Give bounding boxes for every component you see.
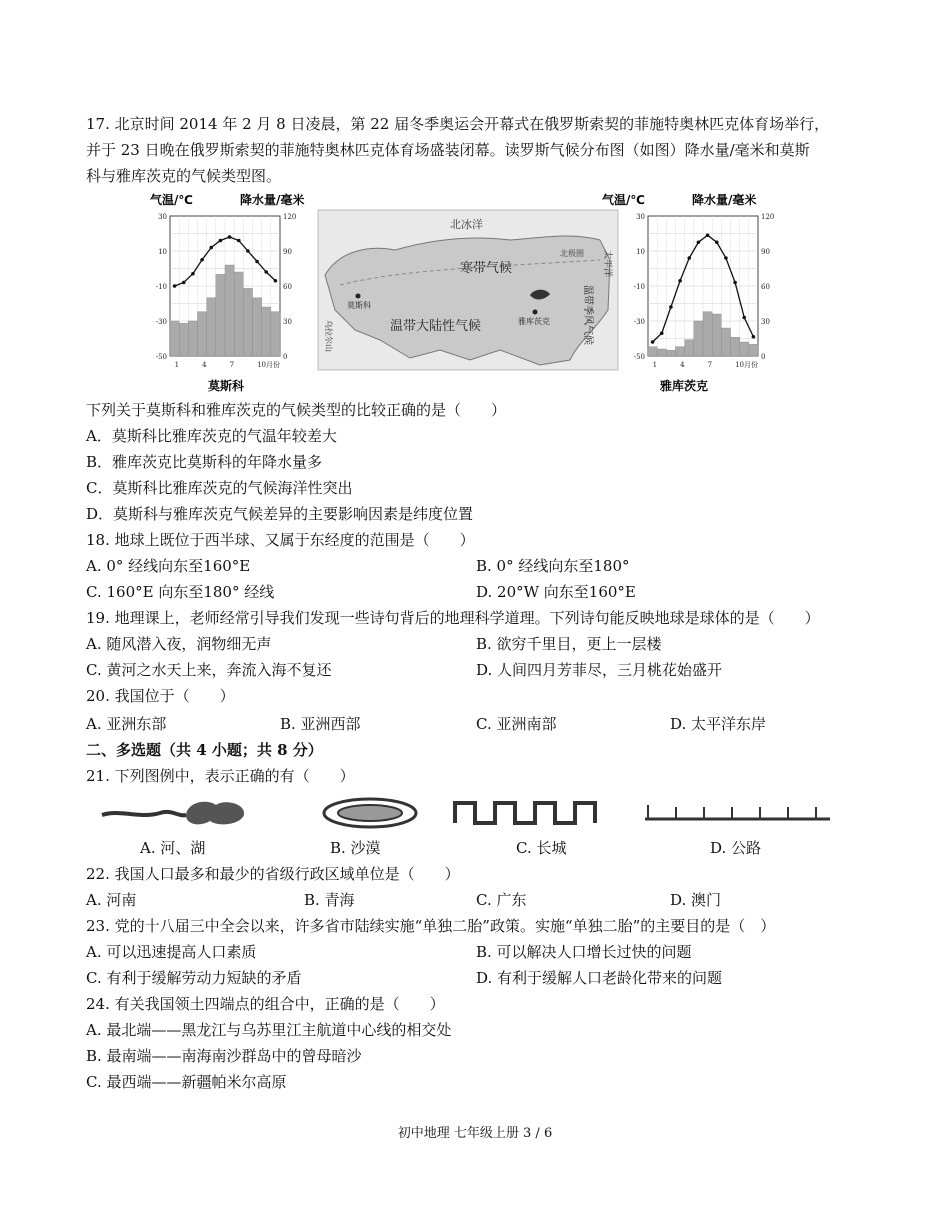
q22-option-a: A. 河南 bbox=[86, 891, 137, 909]
yakutsk-temp-tick: -30 bbox=[633, 318, 645, 326]
q22-option-d: D. 澳门 bbox=[670, 891, 722, 909]
q21-stem: 21. 下列图例中，表示正确的有（ ） bbox=[86, 767, 355, 785]
q23-option-d: D. 有利于缓解人口老龄化带来的问题 bbox=[476, 969, 723, 987]
moscow-climate-chart bbox=[156, 213, 297, 369]
yakutsk-temp-point bbox=[660, 331, 664, 335]
yakutsk-precip-bar bbox=[685, 340, 694, 356]
q19-stem: 19. 地理课上，老师经常引导我们发现一些诗句背后的地理科学道理。下列诗句能反映地球是球体的是（ ） bbox=[86, 609, 820, 627]
yakutsk-precip-bar bbox=[749, 344, 758, 356]
q21-option-c: C. 长城 bbox=[516, 839, 567, 857]
right-precip-label: 降水量/毫米 bbox=[692, 193, 757, 207]
right-temp-label: 气温/℃ bbox=[602, 193, 645, 207]
q19-option-c: C. 黄河之水天上来，奔流入海不复还 bbox=[86, 661, 332, 679]
q20-option-d: D. 太平洋东岸 bbox=[670, 715, 767, 733]
map-label-pacific: 太平洋 bbox=[602, 250, 612, 278]
moscow-month-tick: 4 bbox=[202, 361, 207, 369]
q18-option-a: A. 0° 经线向东至160°E bbox=[86, 557, 251, 575]
yakutsk-precip-bar bbox=[703, 312, 712, 356]
moscow-temp-tick: 30 bbox=[158, 213, 167, 221]
q20-option-c: C. 亚洲南部 bbox=[476, 715, 557, 733]
yakutsk-precip-tick: 120 bbox=[761, 213, 775, 221]
yakutsk-precip-tick: 90 bbox=[761, 248, 770, 256]
yakutsk-month-tick: 1 bbox=[652, 361, 658, 369]
map-label-cold-zone: 寒带气候 bbox=[460, 261, 513, 276]
road-ticks bbox=[648, 805, 816, 819]
q18-option-d: D. 20°W 向东至160°E bbox=[476, 583, 636, 601]
russia-climate-map bbox=[318, 210, 618, 370]
q18-option-b: B. 0° 经线向东至180° bbox=[476, 557, 630, 575]
moscow-month-tick: 10月份 bbox=[257, 361, 281, 369]
moscow-precip-bar bbox=[234, 272, 243, 356]
yakutsk-precip-bar bbox=[712, 314, 721, 356]
yakutsk-temp-point bbox=[697, 240, 701, 244]
q19-option-b: B. 欲穷千里目，更上一层楼 bbox=[476, 635, 662, 653]
q20-option-a: A. 亚洲东部 bbox=[86, 715, 167, 733]
q20-option-b: B. 亚洲西部 bbox=[280, 715, 361, 733]
moscow-temp-point bbox=[200, 258, 204, 262]
moscow-precip-bar bbox=[253, 298, 262, 356]
moscow-temp-point bbox=[237, 239, 241, 243]
legend-symbols-svg bbox=[100, 795, 840, 831]
yakutsk-temp-point bbox=[724, 256, 728, 260]
q20-stem: 20. 我国位于（ ） bbox=[86, 687, 235, 705]
map-label-arctic-circle: 北极圈 bbox=[560, 249, 584, 258]
yakutsk-precip-bar bbox=[731, 337, 740, 356]
moscow-temp-point bbox=[173, 284, 177, 288]
moscow-temp-point bbox=[219, 239, 223, 243]
moscow-temp-tick: -30 bbox=[155, 318, 167, 326]
q18-stem: 18. 地球上既位于西半球、又属于东经度的范围是（ ） bbox=[86, 531, 475, 549]
left-city-label: 莫斯科 bbox=[208, 379, 245, 393]
q17-option-c: C．莫斯科比雅库茨克的气候海洋性突出 bbox=[86, 479, 353, 497]
q17-option-a: A．莫斯科比雅库茨克的气温年较差大 bbox=[86, 427, 337, 445]
moscow-temp-tick: 10 bbox=[158, 248, 167, 256]
great-wall-symbol bbox=[455, 803, 595, 823]
yakutsk-precip-bar bbox=[666, 350, 675, 356]
map-label-moscow: 莫斯科 bbox=[347, 301, 371, 310]
moscow-month-tick: 7 bbox=[229, 361, 235, 369]
map-label-monsoon: 温带季风气候 bbox=[582, 285, 593, 345]
left-temp-label: 气温/℃ bbox=[150, 193, 193, 207]
left-precip-label: 降水量/毫米 bbox=[240, 193, 305, 207]
page-footer: 初中地理 七年级上册 3 / 6 bbox=[397, 1126, 553, 1141]
yakutsk-temp-point bbox=[669, 305, 673, 309]
yakutsk-precip-tick: 30 bbox=[761, 318, 770, 326]
moscow-precip-tick: 0 bbox=[283, 353, 288, 361]
moscow-month-tick: 1 bbox=[174, 361, 180, 369]
q21-option-d: D. 公路 bbox=[710, 839, 762, 857]
yakutsk-precip-bar bbox=[721, 328, 730, 356]
moscow-temp-point bbox=[182, 281, 186, 285]
section-title-multiple-choice: 二、多选题（共 4 小题；共 8 分） bbox=[86, 741, 323, 759]
q21-legend-symbols bbox=[100, 795, 840, 831]
yakutsk-temp-tick: 10 bbox=[636, 248, 645, 256]
q22-option-c: C. 广东 bbox=[476, 891, 527, 909]
q23-option-c: C. 有利于缓解劳动力短缺的矛盾 bbox=[86, 969, 302, 987]
q22-option-b: B. 青海 bbox=[304, 891, 355, 909]
yakutsk-temp-point bbox=[752, 335, 756, 339]
yakutsk-temp-point bbox=[742, 316, 746, 320]
q19-option-d: D. 人间四月芳菲尽，三月桃花始盛开 bbox=[476, 661, 723, 679]
moscow-temp-point bbox=[209, 246, 213, 250]
moscow-precip-bar bbox=[225, 265, 234, 356]
desert-inner bbox=[338, 805, 402, 821]
moscow-precip-bar bbox=[243, 288, 252, 356]
moscow-temp-point bbox=[264, 270, 268, 274]
right-city-label: 雅库茨克 bbox=[660, 379, 709, 393]
q24-option-b: B. 最南端——南海南沙群岛中的曾母暗沙 bbox=[86, 1047, 362, 1065]
yakutsk-precip-bar bbox=[648, 347, 657, 356]
moscow-temp-point bbox=[228, 235, 232, 239]
moscow-temp-point bbox=[191, 272, 195, 276]
q23-option-b: B. 可以解决人口增长过快的问题 bbox=[476, 943, 692, 961]
yakutsk-temp-tick: -50 bbox=[633, 353, 645, 361]
moscow-temp-tick: -50 bbox=[155, 353, 167, 361]
moscow-precip-tick: 60 bbox=[283, 283, 292, 291]
q21-option-b: B. 沙漠 bbox=[330, 839, 381, 857]
yakutsk-temp-point bbox=[651, 340, 655, 344]
moscow-precip-bar bbox=[262, 307, 271, 356]
moscow-temp-point bbox=[255, 260, 259, 264]
q22-stem: 22. 我国人口最多和最少的省级行政区域单位是（ ） bbox=[86, 865, 460, 883]
moscow-precip-bar bbox=[188, 321, 197, 356]
moscow-temp-point bbox=[274, 279, 278, 283]
q23-stem: 23. 党的十八届三中全会以来，许多省市陆续实施“单独二胎”政策。实施“单独二胎”的主要目的是（ ） bbox=[86, 917, 776, 935]
moscow-precip-bar bbox=[198, 312, 207, 356]
moscow-dot bbox=[356, 294, 361, 299]
moscow-precip-bar bbox=[271, 312, 280, 356]
yakutsk-month-tick: 10月份 bbox=[735, 361, 759, 369]
moscow-precip-bar bbox=[207, 298, 216, 356]
q17-stem: 下列关于莫斯科和雅库茨克的气候类型的比较正确的是（ ） bbox=[86, 401, 507, 419]
yakutsk-precip-bar bbox=[676, 347, 685, 356]
map-label-arctic-ocean: 北冰洋 bbox=[450, 218, 483, 231]
q17-text-line2: 并于 23 日晚在俄罗斯索契的菲施特奥林匹克体育场盛装闭幕。读罗斯气候分布图（如图）降水量/毫米和莫斯 bbox=[86, 141, 810, 159]
q17-option-b: B．雅库茨克比莫斯科的年降水量多 bbox=[86, 453, 323, 471]
q18-option-c: C. 160°E 向东至180° 经线 bbox=[86, 583, 275, 601]
yakutsk-precip-bar bbox=[740, 342, 749, 356]
yakutsk-temp-point bbox=[687, 256, 691, 260]
q24-option-c: C. 最西端——新疆帕米尔高原 bbox=[86, 1073, 287, 1091]
yakutsk-temp-point bbox=[678, 279, 682, 283]
q23-option-a: A. 可以迅速提高人口素质 bbox=[86, 943, 257, 961]
river-symbol bbox=[102, 812, 186, 815]
moscow-temp-tick: -10 bbox=[155, 283, 167, 291]
yakutsk-precip-tick: 60 bbox=[761, 283, 770, 291]
yakutsk-temp-tick: -10 bbox=[633, 283, 645, 291]
q19-option-a: A. 随风潜入夜，润物细无声 bbox=[86, 635, 272, 653]
yakutsk-temp-tick: 30 bbox=[636, 213, 645, 221]
yakutsk-month-tick: 7 bbox=[707, 361, 713, 369]
yakutsk-temp-point bbox=[715, 240, 719, 244]
yakutsk-precip-tick: 0 bbox=[761, 353, 766, 361]
map-label-ural: 乌拉尔山 bbox=[324, 320, 333, 352]
yakutsk-temp-point bbox=[706, 233, 710, 237]
moscow-precip-tick: 120 bbox=[283, 213, 297, 221]
yakutsk-precip-bar bbox=[657, 349, 666, 356]
yakutsk-precip-bar bbox=[694, 321, 703, 356]
moscow-precip-bar bbox=[179, 323, 188, 356]
moscow-precip-bar bbox=[216, 274, 225, 356]
yakutsk-climate-chart bbox=[634, 213, 775, 369]
map-label-continental: 温带大陆性气候 bbox=[390, 319, 482, 334]
q17-option-d: D．莫斯科与雅库茨克气候差异的主要影响因素是纬度位置 bbox=[86, 505, 474, 523]
yakutsk-temp-point bbox=[733, 281, 737, 285]
lake-symbol bbox=[186, 802, 244, 825]
map-label-yakutsk: 雅库茨克 bbox=[518, 317, 550, 326]
figure-svg bbox=[140, 190, 810, 395]
moscow-precip-tick: 30 bbox=[283, 318, 292, 326]
yakutsk-month-tick: 4 bbox=[680, 361, 685, 369]
q24-stem: 24. 有关我国领土四端点的组合中，正确的是（ ） bbox=[86, 995, 445, 1013]
moscow-precip-bar bbox=[170, 321, 179, 356]
moscow-temp-point bbox=[246, 249, 250, 253]
yakutsk-dot bbox=[533, 310, 538, 315]
russia-climate-figure bbox=[140, 190, 810, 395]
q24-option-a: A. 最北端——黑龙江与乌苏里江主航道中心线的相交处 bbox=[86, 1021, 452, 1039]
moscow-precip-tick: 90 bbox=[283, 248, 292, 256]
q21-option-a: A. 河、湖 bbox=[140, 839, 206, 857]
q17-text-line3: 科与雅库茨克的气候类型图。 bbox=[86, 167, 282, 185]
q17-text-line1: 17. 北京时间 2014 年 2 月 8 日凌晨，第 22 届冬季奥运会开幕式在俄罗斯索契的菲施特奥林匹克体育场举行， bbox=[86, 115, 830, 133]
